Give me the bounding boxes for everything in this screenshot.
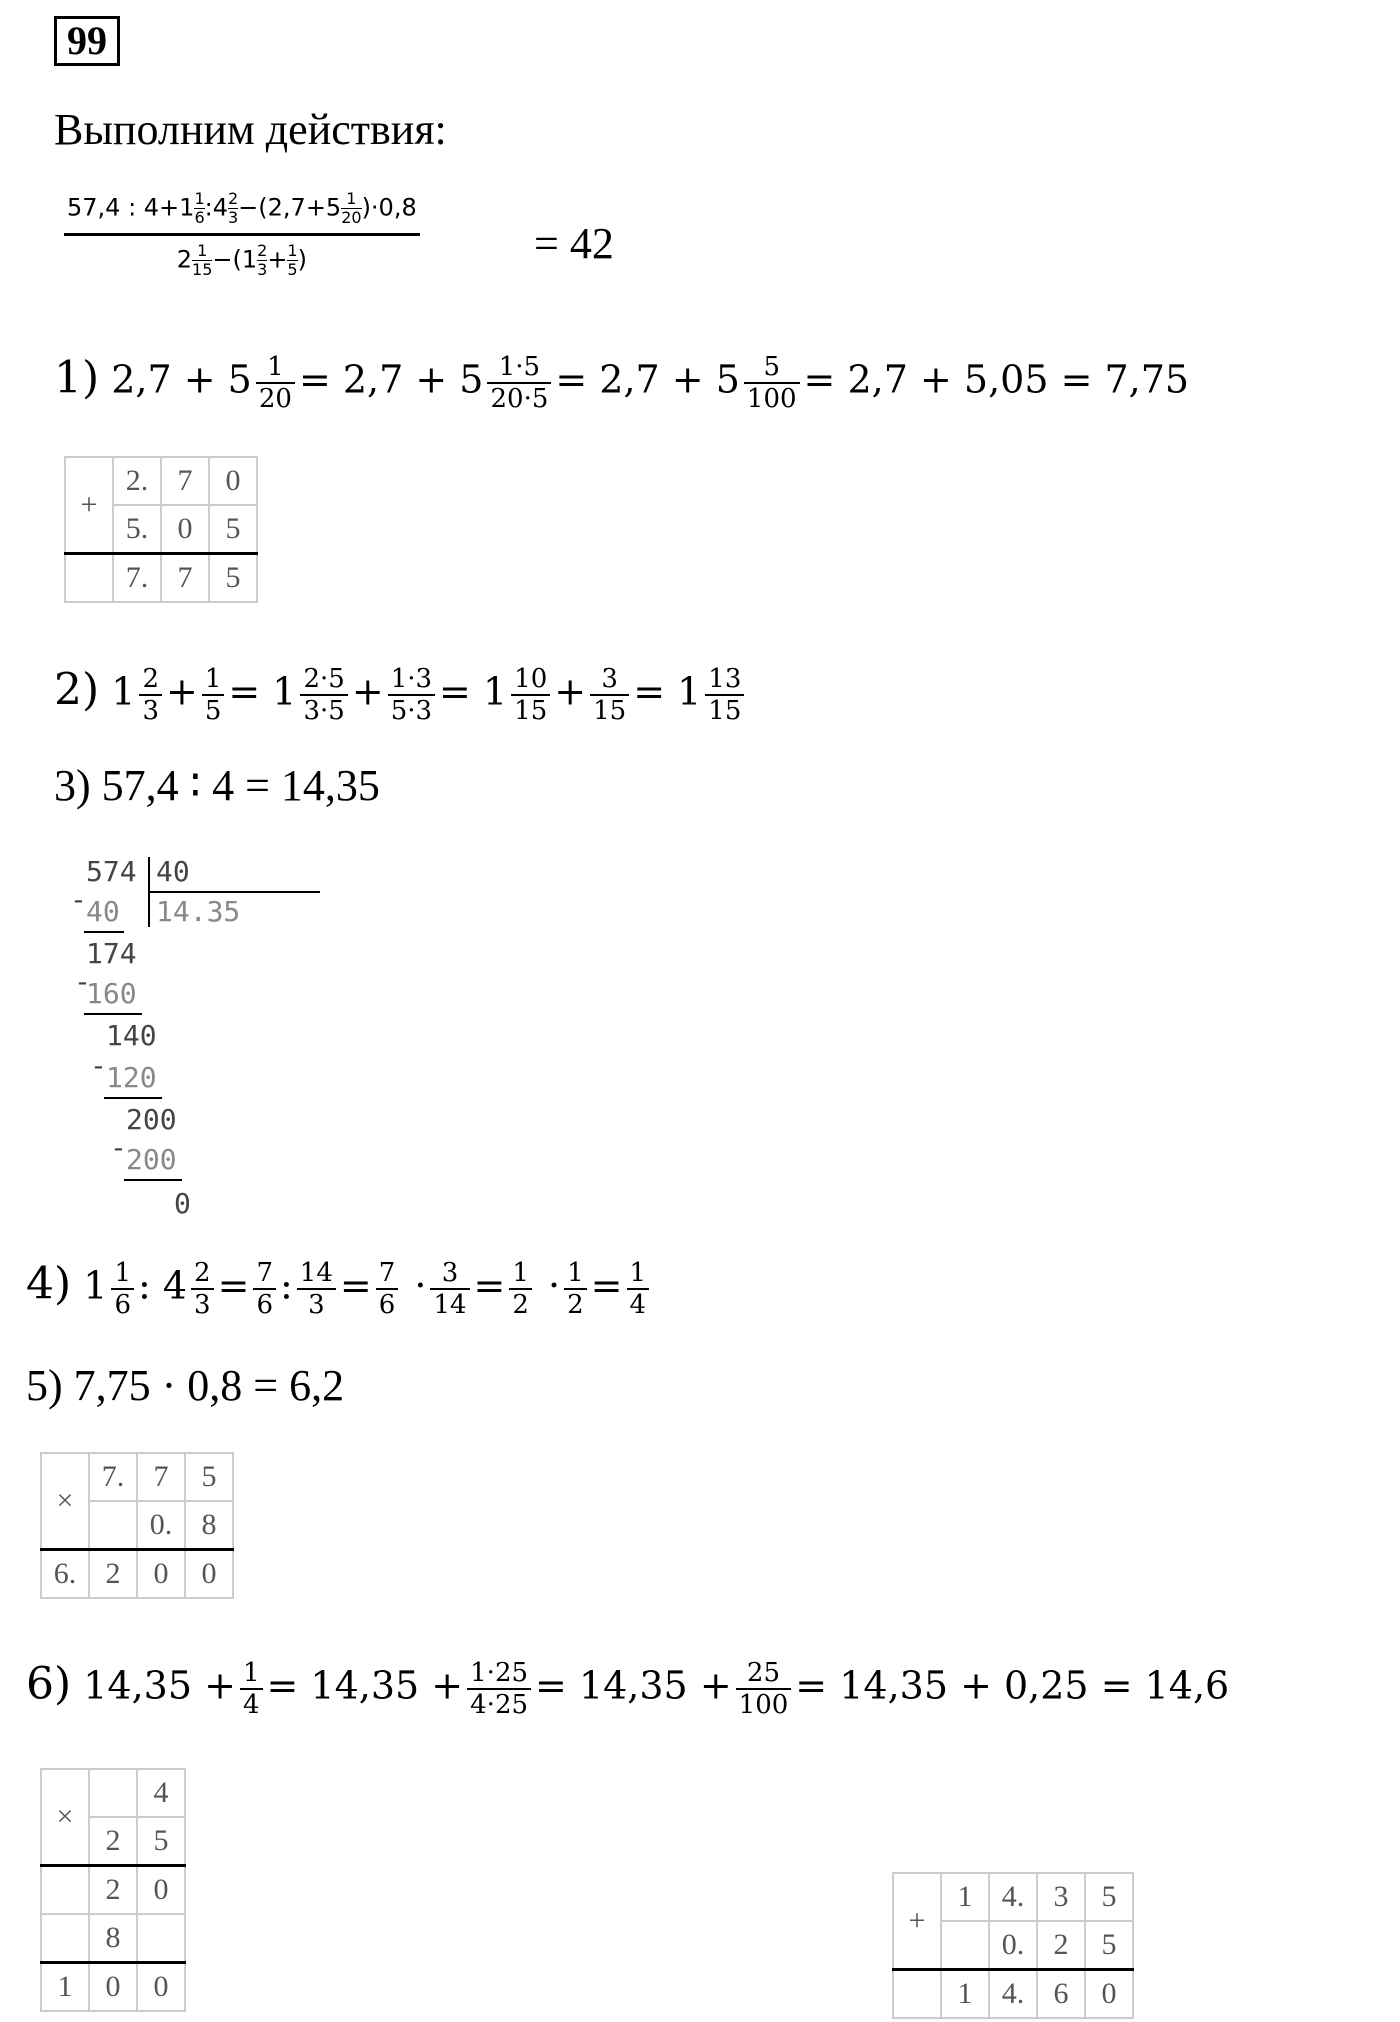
cell	[89, 1769, 137, 1817]
main-expression: 57,4 : 4+1 $\frac{1}{6}$ :4 $\frac{2}{3}$ −(2,7+5 $\frac{1}{20}$ )·0,8 2 $\frac{1}{15}$ −(1 $\frac{2}{3}$ + $\frac{1}{5}$ )	[64, 190, 420, 279]
dividend: 574	[86, 855, 137, 888]
cell	[65, 554, 113, 603]
division-line: 40	[86, 895, 120, 928]
cell: 4.	[989, 1970, 1037, 2019]
cell: 7	[161, 554, 209, 603]
cell: 1	[941, 1873, 989, 1921]
cell: 4.	[989, 1873, 1037, 1921]
cell: 7	[161, 457, 209, 505]
cell: 0	[1085, 1970, 1133, 2019]
step-3-label: 3)	[54, 761, 91, 810]
step-2: 2) 1 $\frac{2}{3}$ + $\frac{1}{5}$ = 1 $\frac{2\cdot 5}{3\cdot 5}$ + $\frac{1\cdot 3}{5\cdot 3}$ = 1 $\frac{10}{15}$ + $\frac{3}{15}$ = 1 $\frac{13}{15}$	[54, 664, 748, 726]
step-6-label: 6)	[26, 1658, 72, 1710]
division-line: 160	[86, 977, 137, 1010]
step-5-label: 5)	[26, 1361, 63, 1410]
cell	[893, 1970, 941, 2019]
division-line: 140	[106, 1019, 157, 1052]
cell: 6.	[41, 1550, 89, 1599]
quotient: 14.35	[156, 895, 241, 928]
cell: 0.	[137, 1501, 185, 1550]
cell: 5	[137, 1817, 185, 1866]
cell: 2	[89, 1866, 137, 1915]
divisor: 40	[156, 855, 190, 888]
cell: 3	[1037, 1873, 1085, 1921]
addition-table-2	[892, 1872, 1134, 2019]
division-line: 174	[86, 937, 137, 970]
cell: 2	[1037, 1921, 1085, 1970]
step-4: 4) 1 $\frac{1}{6}$ : 4 $\frac{2}{3}$ = $\frac{7}{6}$ : $\frac{14}{3}$ = $\frac{7}{6}$ · $\frac{3}{14}$ = $\frac{1}{2}$ · $\frac{1}{2}$ = $\frac{1}{4}$	[26, 1258, 653, 1320]
multiplication-table-2	[40, 1768, 186, 2012]
step-3	[54, 760, 380, 812]
step-1-label: 1)	[54, 352, 100, 404]
intro-text: Выполним действия:	[54, 105, 447, 154]
cell: 0	[161, 505, 209, 554]
cell: 0	[137, 1866, 185, 1915]
cell	[41, 1914, 89, 1963]
cell: 0	[185, 1550, 233, 1599]
cell: 7.	[89, 1453, 137, 1501]
plus-sign: +	[893, 1873, 941, 1970]
division-line: 200	[126, 1103, 177, 1136]
cell: 2.	[113, 457, 161, 505]
cell: 0	[209, 457, 257, 505]
cell	[137, 1914, 185, 1963]
step-5	[26, 1360, 344, 1412]
multiplication-table-1	[40, 1452, 234, 1599]
division-line: 120	[106, 1061, 157, 1094]
times-sign: ×	[41, 1769, 89, 1866]
cell: 8	[185, 1501, 233, 1550]
cell: 5	[209, 554, 257, 603]
cell: 5.	[113, 505, 161, 554]
step-1: 1) 2,7 + 5 $\frac{1}{20}$ = 2,7 + 5 $\frac{1\cdot 5}{20\cdot 5}$ = 2,7 + 5 $\frac{5}{100}$ = 2,7 + 5,05 = 7,75	[54, 352, 1190, 414]
times-sign: ×	[41, 1453, 89, 1550]
cell: 2	[89, 1817, 137, 1866]
cell: 0	[137, 1963, 185, 2012]
long-division: 574 40 - 40 14.35 174 - 160 140 - 120 200 - 200 0	[70, 855, 270, 1225]
cell: 6	[1037, 1970, 1085, 2019]
addition-table-1	[64, 456, 258, 603]
task-number: 99	[54, 16, 120, 66]
cell: 5	[1085, 1921, 1133, 1970]
cell: 5	[209, 505, 257, 554]
cell: 2	[89, 1550, 137, 1599]
step-5-text: 7,75 · 0,8 = 6,2	[73, 1361, 345, 1410]
division-line: 200	[126, 1143, 177, 1176]
cell: 5	[1085, 1873, 1133, 1921]
cell: 1	[41, 1963, 89, 2012]
cell: 5	[185, 1453, 233, 1501]
step-2-label: 2)	[54, 664, 100, 716]
cell: 7.	[113, 554, 161, 603]
cell	[941, 1921, 989, 1970]
step-6: 6) 14,35 + $\frac{1}{4}$ = 14,35 + $\frac{1\cdot 25}{4\cdot 25}$ = 14,35 + $\frac{25}{100}$ = 14,35 + 0,25 = 14,6	[26, 1658, 1230, 1720]
cell: 8	[89, 1914, 137, 1963]
division-line: 0	[174, 1187, 191, 1220]
cell: 0	[137, 1550, 185, 1599]
step-3-text: 57,4 ∶ 4 = 14,35	[101, 761, 380, 810]
cell	[41, 1866, 89, 1915]
cell	[89, 1501, 137, 1550]
cell: 0.	[989, 1921, 1037, 1970]
plus-sign: +	[65, 457, 113, 554]
main-result: = 42	[534, 219, 614, 268]
cell: 4	[137, 1769, 185, 1817]
cell: 7	[137, 1453, 185, 1501]
step-4-label: 4)	[26, 1258, 72, 1310]
cell: 0	[89, 1963, 137, 2012]
cell: 1	[941, 1970, 989, 2019]
